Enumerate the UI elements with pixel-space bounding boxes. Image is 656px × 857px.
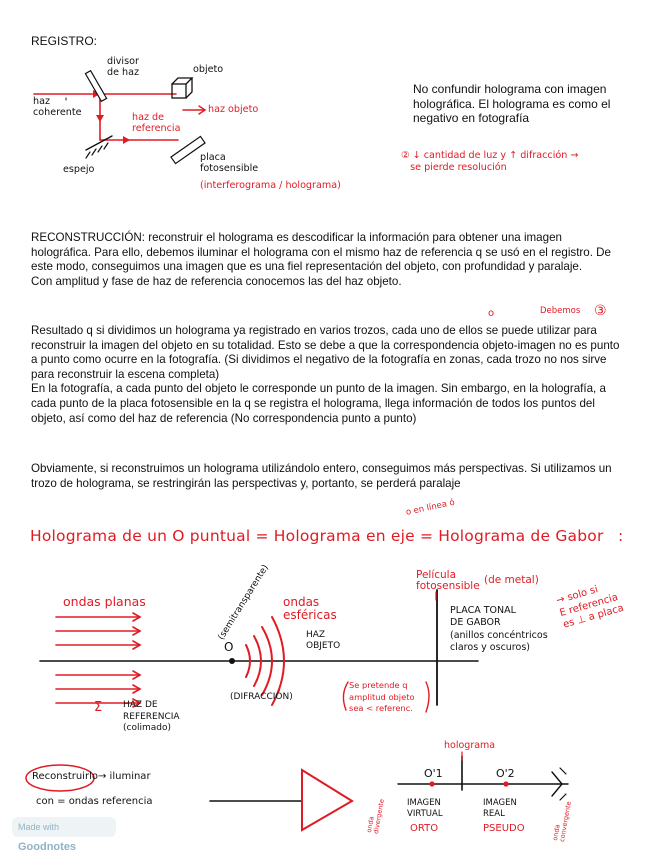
difraccion-label: (DIFRACCIÓN) [230, 692, 293, 702]
reconstruccion-para2: Resultado q si dividimos un holograma ya registrado en varios trozos, cada uno de ellos se puede utilizar para reconstruir la imagen del objeto en su totalidad. Esto se debe a que la correspondencia objeto-imagen no es punto a punto como ocurre en la fotografía. (Si dividimos el negativo de la fotografía en zonas, cada trozo no nos sirve para reconstruir la escena completa) En la fotografía, a cada punto del objeto le corresponde un punto de la imagen. Sin embargo, en la holografía, a cada punto de la placa fotosensible en la q se registra el holograma, llega información de todos los puntos del objeto, así como del haz de referencia (No correspondencia punto a punto) [31, 324, 620, 425]
annot-debemos: Debemos [540, 306, 581, 316]
ondas-planas-label: ondas planas [63, 594, 146, 609]
se-pretende-note: Se pretende q amplitud objeto sea < referenc. [349, 680, 415, 713]
epsilon-label: Σ [94, 700, 103, 715]
semitransparente-label: (semitransparente) [216, 563, 271, 642]
gabor-title: Holograma de un O puntual = Holograma en eje = Holograma de Gabor [30, 527, 604, 545]
registro-note: No confundir holograma con imagen holográfica. El holograma es como el negativo en fotografía [413, 82, 614, 126]
badge-app-name: Goodnotes [18, 841, 77, 853]
goodnotes-badge [12, 817, 116, 853]
divisor-label: divisor de haz [107, 56, 140, 78]
reconstruirlo-label: Reconstruirlo [32, 771, 98, 782]
pseudo-label: PSEUDO [483, 823, 525, 834]
holograma-bottom-label: holograma [444, 740, 496, 751]
haz-objeto-gabor-label: HAZ OBJETO [306, 630, 341, 651]
pelicula-label: Película fotosensible [416, 569, 480, 592]
reconstruccion-para1: RECONSTRUCCIÓN: reconstruir el holograma es descodificar la información para obtener una imagen holográfica. Para ello, debemos iluminar el holograma con el mismo haz de referencia q se usó en el registro. De este modo, conseguimos una imagen que es una fiel representación del objeto, con profundidad y paralaje. Con amplitud y fase de haz de referencia conocemos las del haz objeto. [31, 231, 611, 288]
imagen-real-label: IMAGEN REAL [483, 798, 517, 819]
o1-label: O'1 [424, 767, 443, 780]
haz-objeto-label: haz objeto [208, 104, 259, 115]
haz-referencia-label: haz de referencia [132, 112, 181, 134]
interferograma-label: (interferograma / holograma) [200, 180, 341, 191]
badge-made-with: Made with [18, 822, 60, 832]
registro-note-red: ② ↓ cantidad de luz y ↑ difracción → se pierde resolución [401, 150, 579, 173]
placa-label: placa fotosensible [200, 152, 259, 174]
espejo-label: espejo [63, 164, 95, 175]
orto-label: ORTO [410, 823, 439, 834]
imagen-virtual-label: IMAGEN VIRTUAL [407, 798, 443, 819]
objeto-label: objeto [193, 64, 224, 75]
onda-convergente-label: onda convergente [551, 800, 573, 843]
placa-tonal-label: PLACA TONAL DE GABOR (anillos concéntricos claros y oscuros) [450, 605, 548, 654]
haz-coherente-label: haz coherente [33, 96, 82, 118]
o-point-label: O [224, 640, 234, 654]
gabor-colon: : [618, 527, 624, 545]
ondas-esfericas-label: ondas esféricas [283, 595, 337, 622]
annot-star: ③ [594, 303, 607, 319]
onda-divergente-label: onda divergente [365, 798, 386, 835]
solo-si-note: → solo si E referencia es ⊥ a placa [555, 584, 626, 631]
registro-heading: REGISTRO: [31, 34, 98, 48]
eje-note: o en línea ó [405, 497, 456, 518]
reconstruccion-para3: Obviamente, si reconstruimos un holograma utilizándolo entero, conseguimos más perspectivas. Si utilizamos un trozo de holograma, se restringirán las perspectivas y, portanto, se perderá paralaje [31, 462, 615, 490]
o2-label: O'2 [496, 767, 515, 780]
haz-referencia-gabor-label: HAZ DE REFERENCIA (colimado) [123, 700, 180, 733]
con-ondas-label: con = ondas referencia [36, 796, 153, 807]
iluminar-label: → iluminar [98, 771, 151, 782]
de-metal-label: (de metal) [484, 574, 539, 586]
annot-o: o [488, 308, 495, 319]
